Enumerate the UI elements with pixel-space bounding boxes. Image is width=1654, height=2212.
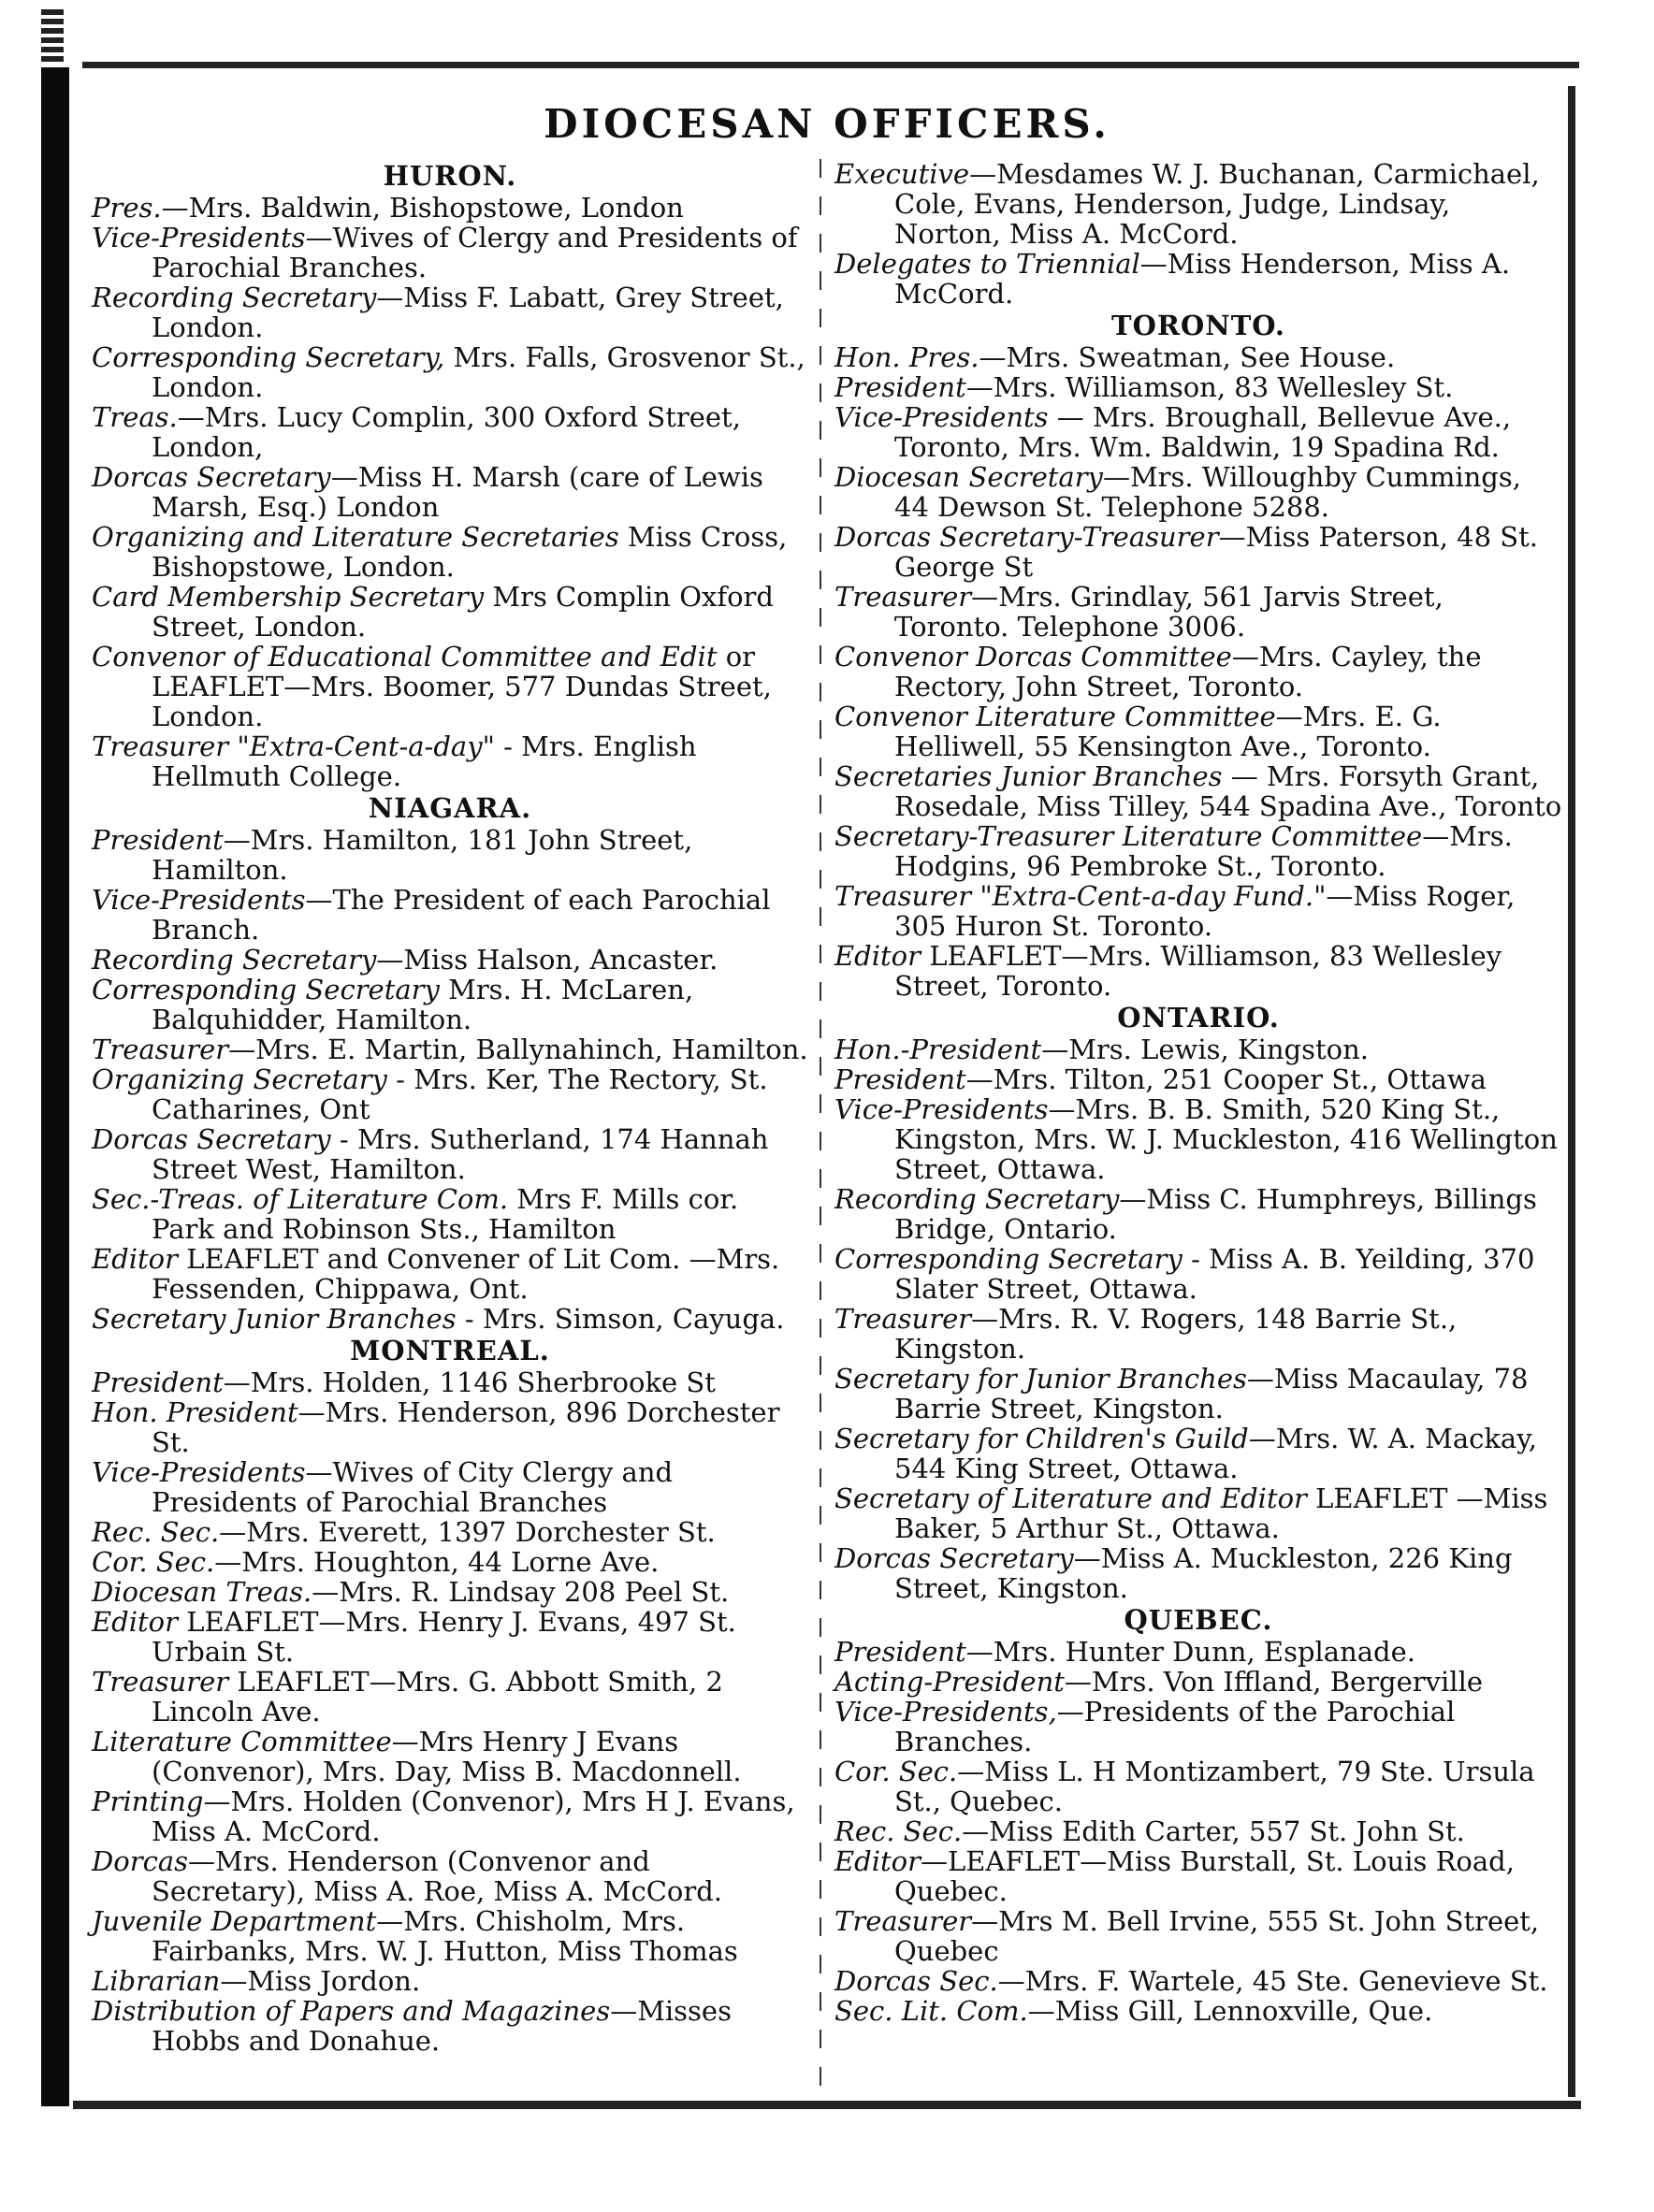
officer-entry [92,522,808,582]
officer-details: LEAFLET and Convener of Lit Com. —Mrs. Fessenden, Chippawa, Ont. [152,1243,780,1305]
officer-details: —Mrs. Tilton, 251 Cooper St., Ottawa [965,1063,1487,1095]
officer-entry [834,701,1562,761]
officer-details: —Presidents of the Parochial Branches. [894,1696,1456,1757]
officer-details: - Miss A. B. Yeilding, 370 Slater Street, Ottawa. [894,1243,1535,1305]
right-column [834,159,1562,2026]
officer-role: Sec. Lit. Com. [834,1995,1028,2027]
officer-details: —Mrs. Everett, 1397 Dorchester St. [219,1516,716,1548]
officer-role: Printing [92,1786,204,1817]
officer-details: —Mrs Henry J Evans (Convenor), Mrs. Day, Miss B. Macdonnell. [152,1726,742,1787]
officer-details: Mrs Complin Oxford Street, London. [152,581,774,643]
officer-role: Convenor Literature Committee [834,701,1276,732]
officer-role: Dorcas Secretary [834,1542,1074,1574]
officer-details: —Misses Hobbs and Donahue. [152,1995,732,2057]
officer-role: Editor [834,940,921,972]
officer-role: Editor [834,1845,921,1877]
officer-entry [92,282,808,342]
officer-role: Distribution of Papers and Magazines [92,1995,611,2027]
officer-details: —LEAFLET—Miss Burstall, St. Louis Road, Quebec. [894,1845,1515,1907]
officer-details: —Wives of City Clergy and Presidents of Parochial Branches [152,1456,674,1518]
officer-entry [92,1184,808,1244]
officer-role: Convenor Dorcas Committee [834,641,1232,672]
left-border-bar [41,67,69,2106]
officer-details: —Miss F. Labatt, Grey Street, London. [152,282,784,343]
officer-details: —Mrs. Grindlay, 561 Jarvis Street, Toronto. Telephone 3006. [894,581,1444,643]
officer-entry [834,1816,1562,1846]
officer-entry [92,1547,808,1577]
officer-role: Executive [834,158,970,190]
officer-role: Vice-Presidents [834,401,1049,433]
officer-role: Vice-Presidents, [834,1696,1057,1728]
officer-role: Secretaries Junior Branches [834,760,1223,792]
officer-entry [92,1966,808,1996]
officer-entry [834,522,1562,582]
officer-details: —Miss H. Marsh (care of Lewis Marsh, Esq.) London [152,461,763,523]
officer-role: Organizing Secretary [92,1063,387,1095]
officer-entry [92,1124,808,1184]
section-heading: TORONTO. [1111,310,1285,341]
officer-role: Librarian [92,1965,221,1997]
officer-role: Dorcas Secretary [92,1123,331,1155]
officer-details: —Miss C. Humphreys, Billings Bridge, Ontario. [894,1183,1537,1245]
officer-details: —Mrs. W. A. Mackay, 544 King Street, Ottawa. [894,1423,1537,1484]
officer-role: Hon. President [92,1396,298,1428]
column-divider [820,159,821,2086]
officer-role: Recording Secretary [92,282,377,313]
officer-entry [92,1064,808,1124]
officer-entry [92,1727,808,1786]
officer-details: Mrs. H. McLaren, Balquhidder, Hamilton. [152,974,694,1035]
officer-role: Vice-Presidents [92,1456,306,1488]
officer-details: LEAFLET—Mrs. Williamson, 83 Wellesley Street, Toronto. [894,940,1502,1002]
officer-details: —Mrs. Willoughby Cummings, 44 Dewson St. Telephone 5288. [894,461,1521,523]
officer-entry [834,1846,1562,1906]
officer-details: —Miss Henderson, Miss A. McCord. [894,248,1511,310]
officer-details: LEAFLET—Mrs. Henry J. Evans, 497 St. Urbain St. [152,1606,736,1668]
officer-details: —Mesdames W. J. Buchanan, Carmichael, Cole, Evans, Henderson, Judge, Lindsay, Norton, Miss A. McCord. [894,158,1540,250]
officer-details: Mrs. Falls, Grosvenor St., London. [152,341,805,403]
officer-entry [834,1906,1562,1966]
officer-role: Secretary Junior Branches [92,1303,457,1335]
officer-role: President [834,371,966,403]
officer-details: —Mrs. Lewis, Kingston. [1041,1034,1369,1065]
officer-entry [834,881,1562,941]
officer-entry [92,342,808,402]
officer-entry [834,1697,1562,1757]
officer-details: —Mrs. Cayley, the Rectory, John Street, Toronto. [894,641,1482,702]
officer-role: Dorcas Secretary [92,461,331,493]
officer-role: Editor [92,1606,178,1638]
officer-entry [92,731,808,791]
officer-role: Recording Secretary [92,944,377,976]
officer-entry [834,1244,1562,1304]
officer-role: Sec.-Treas. of Literature Com. [92,1183,509,1215]
officer-details: LEAFLET—Mrs. G. Abbott Smith, 2 Lincoln Ave. [152,1666,723,1728]
officer-role: Delegates to Triennial [834,248,1140,280]
officer-role: Vice-Presidents [92,222,306,253]
officer-role: Diocesan Treas. [92,1576,312,1608]
page-title: DIOCESAN OFFICERS. [544,101,1110,147]
officer-role: Vice-Presidents [834,1093,1049,1125]
officer-role: Pres. [92,192,162,224]
officer-role: Dorcas Secretary-Treasurer [834,521,1219,553]
officer-details: —Miss Jordon. [220,1965,421,1997]
officer-role: Juvenile Department [92,1905,377,1937]
officer-entry [92,402,808,462]
section-heading: ONTARIO. [1117,1002,1280,1034]
officer-details: —The President of each Parochial Branch. [152,884,771,946]
officer-entry [834,1996,1562,2026]
officer-entry [834,1637,1562,1667]
section-heading: MONTREAL. [350,1335,550,1366]
officer-role: Organizing and Literature Secretaries [92,521,619,553]
officer-details: —Miss L. H Montizambert, 79 Ste. Ursula St., Quebec. [894,1756,1535,1817]
officer-entry [834,642,1562,701]
officer-details: —Miss Halson, Ancaster. [376,944,718,976]
officer-entry [834,249,1562,309]
officer-details: —Mrs. Hamilton, 181 John Street, Hamilton. [152,824,693,886]
officer-role: Secretary-Treasurer Literature Committee [834,820,1423,852]
top-rule [82,62,1579,68]
officer-details: —Mrs. Von Iffland, Bergerville [1064,1666,1484,1698]
officer-role: Dorcas Sec. [834,1965,998,1997]
left-column [92,159,808,2056]
officer-role: Recording Secretary [834,1183,1120,1215]
officer-entry [834,1184,1562,1244]
officer-entry [834,821,1562,881]
officer-details: —Wives of Clergy and Presidents of Parochial Branches. [152,222,798,283]
officer-role: President [834,1063,966,1095]
officer-role: Treasurer [92,1034,229,1065]
officer-details: —Mrs. F. Wartele, 45 Ste. Genevieve St. [997,1965,1548,1997]
officer-entry [92,1846,808,1906]
officer-role: Treasurer [92,1666,229,1698]
officer-role: Treasurer "Extra-Cent-a-day" [92,730,495,762]
officer-details: —Mrs. Hunter Dunn, Esplanade. [965,1636,1415,1668]
officer-details: —Mrs. Baldwin, Bishopstowe, London [161,192,684,224]
officer-entry [92,1397,808,1457]
officer-entry [92,1607,808,1667]
officer-role: Cor. Sec. [834,1756,958,1787]
officer-role: Hon. Pres. [834,341,979,373]
officer-entry [92,193,808,223]
officer-entry [834,462,1562,522]
officer-role: Card Membership Secretary [92,581,485,613]
officer-entry [834,761,1562,821]
officer-details: —Mrs. Hodgins, 96 Pembroke St., Toronto. [894,820,1513,882]
officer-details: —Mrs. Houghton, 44 Lorne Ave. [214,1546,660,1578]
officer-role: Corresponding Secretary [834,1243,1182,1275]
officer-entry [834,159,1562,249]
officer-details: —Mrs. R. V. Rogers, 148 Barrie St., Kingston. [894,1303,1458,1365]
officer-role: Corresponding Secretary, [92,341,445,373]
officer-details: —Miss Roger, 305 Huron St. Toronto. [894,880,1516,942]
officer-entry [92,1367,808,1397]
officer-entry [92,642,808,731]
officer-role: Hon.-President [834,1034,1042,1065]
bottom-rule [73,2101,1581,2109]
section-heading: NIAGARA. [368,792,532,824]
officer-role: Convenor of Educational Committee and Edit [92,641,718,672]
officer-role: Corresponding Secretary [92,974,440,1005]
officer-entry [834,1304,1562,1364]
officer-entry [92,885,808,945]
officer-details: Mrs F. Mills cor. Park and Robinson Sts., Hamilton [152,1183,739,1245]
officer-details: or LEAFLET—Mrs. Boomer, 577 Dundas Street, London. [152,641,772,732]
officer-entry [834,582,1562,642]
officer-details: —Mrs. B. B. Smith, 520 King St., Kingston, Mrs. W. J. Muckleston, 416 Wellington Street, Ottawa. [894,1093,1558,1185]
scan-corner-mark [41,9,64,65]
officer-role: President [92,1366,224,1398]
officer-details: — Mrs. Broughall, Bellevue Ave., Toronto, Mrs. Wm. Baldwin, 19 Spadina Rd. [894,401,1512,463]
officer-role: Acting-President [834,1666,1065,1698]
officer-entry [834,1757,1562,1816]
officer-role: Secretary of Literature and Editor [834,1482,1307,1514]
officer-role: Treas. [92,401,178,433]
officer-details: —Mrs. Henderson, 896 Dorchester St. [152,1396,780,1458]
officer-role: Rec. Sec. [834,1815,963,1847]
officer-details: —Mrs. E. G. Helliwell, 55 Kensington Ave., Toronto. [894,701,1442,762]
officer-details: —Miss Edith Carter, 557 St. John St. [962,1815,1465,1847]
officer-details: —Mrs M. Bell Irvine, 555 St. John Street, Quebec [894,1905,1540,1967]
officer-details: LEAFLET —Miss Baker, 5 Arthur St., Ottawa. [894,1482,1548,1544]
officer-details: Miss Cross, Bishopstowe, London. [152,521,788,583]
officer-entry [92,1577,808,1607]
officer-details: - Mrs. English Hellmuth College. [152,730,697,792]
section-heading: HURON. [383,160,517,192]
officer-entry [834,1543,1562,1603]
officer-details: —Mrs. Lucy Complin, 300 Oxford Street, London, [152,401,741,463]
officer-details: —Miss A. Muckleston, 226 King Street, Kingston. [894,1542,1513,1604]
officer-entry [834,1064,1562,1094]
officer-entry [92,1304,808,1334]
officer-entry [92,1786,808,1846]
right-border-bar [1568,86,1575,2097]
officer-entry [92,462,808,522]
officer-role: Cor. Sec. [92,1546,215,1578]
officer-entry [834,372,1562,402]
officer-entry [834,1483,1562,1543]
officer-role: Literature Committee [92,1726,392,1757]
officer-role: Editor [92,1243,178,1275]
officer-entry [834,1364,1562,1424]
officer-role: President [92,824,224,856]
officer-role: Diocesan Secretary [834,461,1103,493]
officer-role: Secretary for Junior Branches [834,1363,1247,1395]
officer-role: Vice-Presidents [92,884,306,916]
officer-details: - Mrs. Ker, The Rectory, St. Catharines, Ont [152,1063,768,1125]
officer-entry [834,1094,1562,1184]
officer-entry [834,1034,1562,1064]
officer-details: —Mrs. Chisholm, Mrs. Fairbanks, Mrs. W. J. Hutton, Miss Thomas [152,1905,738,1967]
section-heading: QUEBEC. [1124,1604,1273,1636]
officer-entry [92,1517,808,1547]
officer-entry [834,402,1562,462]
officer-details: —Miss Gill, Lennoxville, Que. [1027,1995,1433,2027]
officer-role: Rec. Sec. [92,1516,220,1548]
officer-details: —Mrs. Holden (Convenor), Mrs H J. Evans, Miss A. McCord. [152,1786,795,1847]
officer-role: Treasurer "Extra-Cent-a-day Fund." [834,880,1327,912]
officer-entry [92,223,808,282]
officer-entry [92,1457,808,1517]
officer-details: —Mrs. Holden, 1146 Sherbrooke St [223,1366,716,1398]
officer-role: Secretary for Children's Guild [834,1423,1249,1454]
officer-details: —Mrs. Henderson (Convenor and Secretary), Miss A. Roe, Miss A. McCord. [152,1845,723,1907]
officer-role: Treasurer [834,1303,972,1335]
officer-details: —Mrs. Williamson, 83 Wellesley St. [965,371,1454,403]
officer-entry [92,1667,808,1727]
officer-role: President [834,1636,966,1668]
officer-details: —Mrs. R. Lindsay 208 Peel St. [312,1576,730,1608]
officer-entry [92,945,808,975]
officer-entry [92,582,808,642]
officer-details: —Miss Paterson, 48 St. George St [894,521,1539,583]
officer-entry [92,1906,808,1966]
officer-details: —Miss Macaulay, 78 Barrie Street, Kingston. [894,1363,1529,1424]
officer-role: Treasurer [834,1905,972,1937]
officer-details: - Mrs. Simson, Cayuga. [456,1303,785,1335]
officer-details: — Mrs. Forsyth Grant, Rosedale, Miss Tilley, 544 Spadina Ave., Toronto [894,760,1562,822]
officer-entry [92,1244,808,1304]
officer-entry [834,1966,1562,1996]
officer-entry [834,1667,1562,1697]
officer-entry [92,1996,808,2056]
officer-entry [92,1034,808,1064]
officer-entry [834,941,1562,1001]
officer-details: —Mrs. Sweatman, See House. [979,341,1396,373]
officer-role: Treasurer [834,581,972,613]
officer-details: —Mrs. E. Martin, Ballynahinch, Hamilton. [228,1034,808,1065]
officer-entry [92,825,808,885]
officer-entry [92,975,808,1034]
officer-entry [834,342,1562,372]
officer-entry [834,1424,1562,1483]
officer-role: Dorcas [92,1845,188,1877]
officer-details: - Mrs. Sutherland, 174 Hannah Street West, Hamilton. [152,1123,769,1185]
